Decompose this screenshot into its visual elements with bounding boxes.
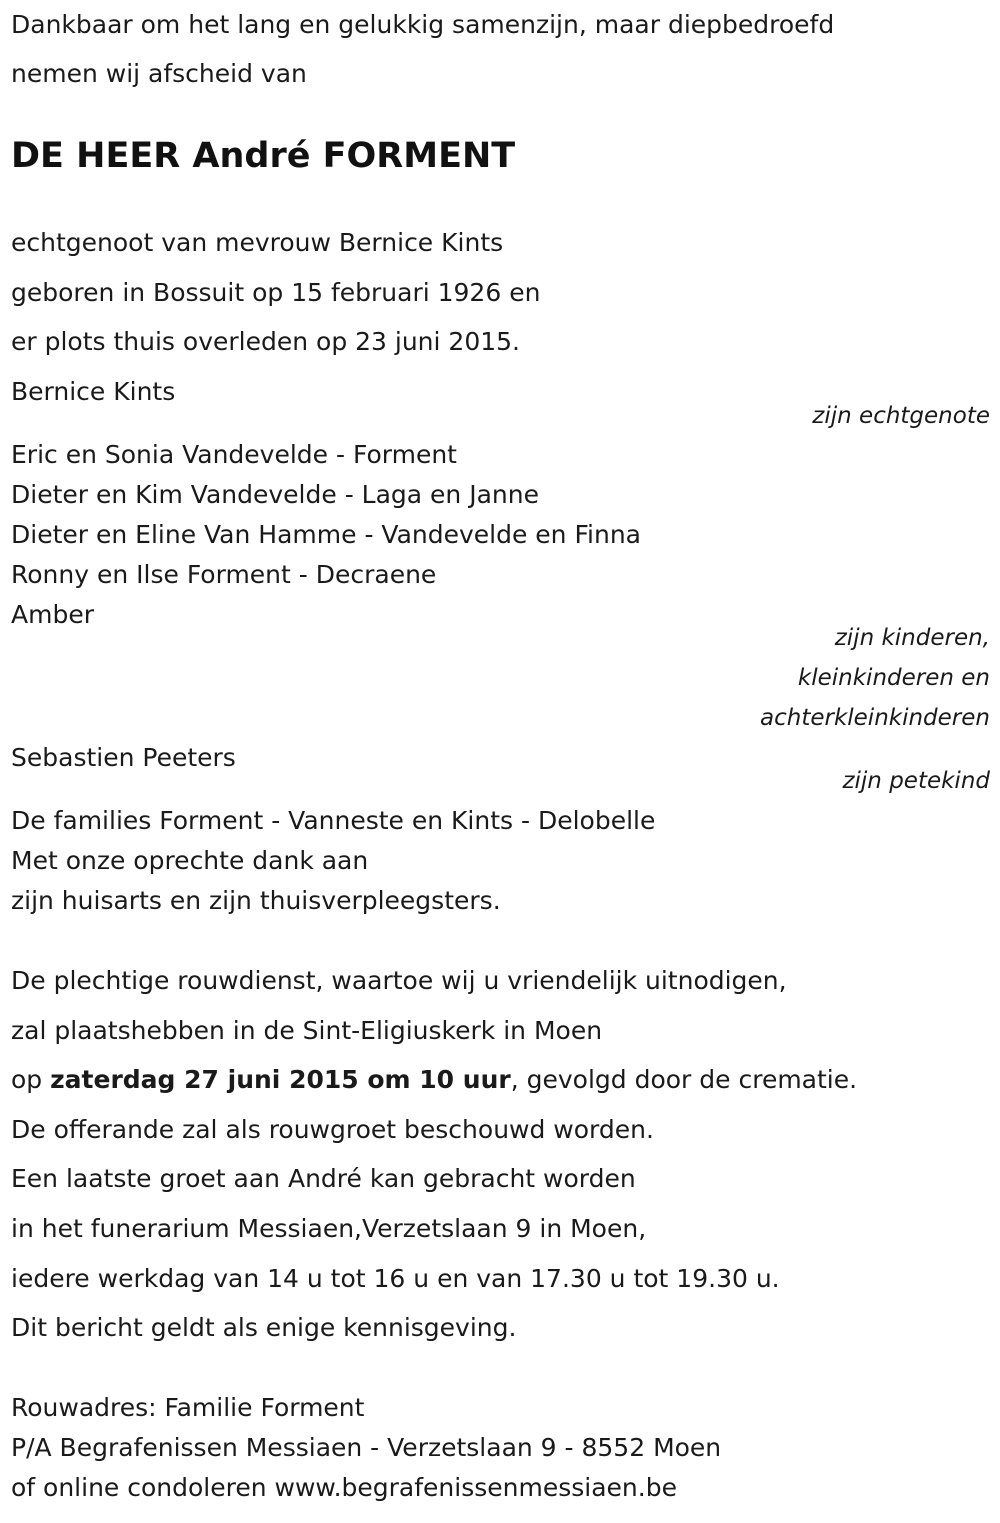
address-line-2: P/A Begrafenissen Messiaen - Verzetslaan 9 - 8552 Moen [11, 1433, 722, 1462]
service-line-8: Dit bericht geldt als enige kennisgeving. [11, 1313, 517, 1342]
child-name: Dieter en Kim Vandevelde - Laga en Janne [11, 480, 539, 509]
service-line-4: De offerande zal als rouwgroet beschouwd worden. [11, 1115, 654, 1144]
details-line-3: er plots thuis overleden op 23 juni 2015. [11, 327, 520, 356]
spouse-name: Bernice Kints [11, 377, 176, 406]
details-line-2: geboren in Bossuit op 15 februari 1926 en [11, 278, 541, 307]
families-line: De families Forment - Vanneste en Kints - Delobelle [11, 806, 656, 835]
service-line-1: De plechtige rouwdienst, waartoe wij u vriendelijk uitnodigen, [11, 966, 787, 995]
service-date-prefix: op [11, 1065, 51, 1094]
children-role-line: achterkleinkinderen [760, 705, 990, 731]
service-date-suffix: , gevolgd door de crematie. [510, 1065, 858, 1094]
service-line-2: zal plaatshebben in de Sint-Eligiuskerk in Moen [11, 1016, 603, 1045]
child-name: Dieter en Eline Van Hamme - Vandevelde en Finna [11, 520, 641, 549]
intro-line-2: nemen wij afscheid van [11, 59, 307, 88]
service-line-7: iedere werkdag van 14 u tot 16 u en van 17.30 u tot 19.30 u. [11, 1264, 780, 1293]
child-name: Eric en Sonia Vandevelde - Forment [11, 440, 457, 469]
service-line-5: Een laatste groet aan André kan gebracht worden [11, 1164, 636, 1193]
service-line-6: in het funerarium Messiaen,Verzetslaan 9 in Moen, [11, 1214, 647, 1243]
children-role-line: zijn kinderen, [834, 625, 990, 651]
thanks-line: Met onze oprechte dank aan [11, 846, 369, 875]
address-line-3: of online condoleren www.begrafenissenmessiaen.be [11, 1473, 677, 1502]
spouse-role: zijn echtgenote [812, 403, 990, 429]
intro-line-1: Dankbaar om het lang en gelukkig samenzijn, maar diepbedroefd [11, 10, 835, 39]
children-role-line: kleinkinderen en [797, 665, 990, 691]
address-line-1: Rouwadres: Familie Forment [11, 1393, 365, 1422]
details-line-1: echtgenoot van mevrouw Bernice Kints [11, 228, 504, 257]
service-line-3 [11, 1065, 857, 1095]
godchild-name: Sebastien Peeters [11, 743, 236, 772]
thanks-line: zijn huisarts en zijn thuisverpleegsters. [11, 886, 501, 915]
child-name: Amber [11, 600, 94, 629]
service-date: zaterdag 27 juni 2015 om 10 uur [50, 1065, 511, 1094]
child-name: Ronny en Ilse Forment - Decraene [11, 560, 437, 589]
deceased-name: DE HEER André FORMENT [11, 136, 516, 176]
godchild-role: zijn petekind [842, 768, 990, 794]
